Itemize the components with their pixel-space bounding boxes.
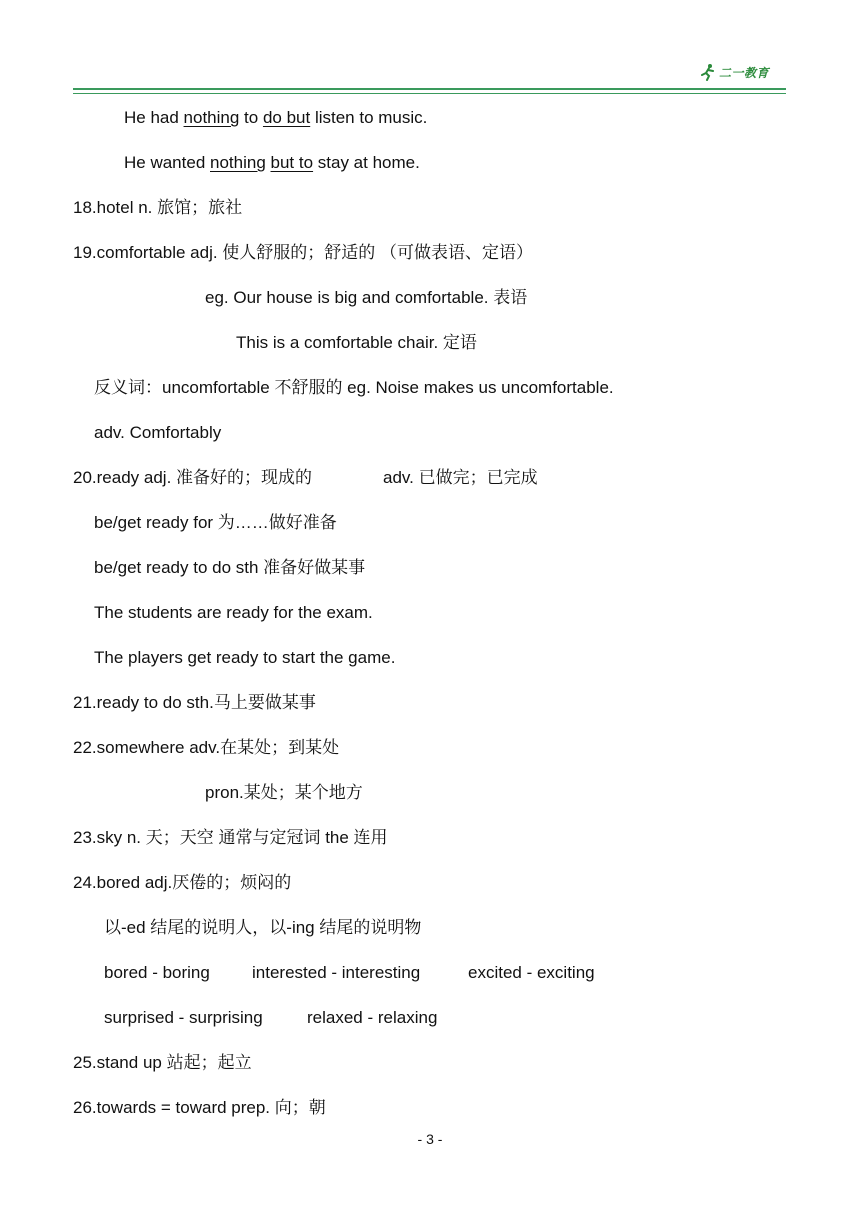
entry-19: 19.comfortable adj. 使人舒服的；舒适的 （可做表语、定语） bbox=[73, 243, 534, 262]
entry-20-example-2: The players get ready to start the game. bbox=[94, 648, 396, 667]
entry-19-example-2: This is a comfortable chair. 定语 bbox=[236, 333, 477, 352]
entry-20-example-1: The students are ready for the exam. bbox=[94, 603, 373, 622]
example-sentence-2: He wanted nothing but to stay at home. bbox=[124, 153, 420, 172]
word-pair-excited: excited - exciting bbox=[468, 963, 595, 982]
entry-18: 18.hotel n. 旅馆；旅社 bbox=[73, 198, 243, 217]
word-pair-interested: interested - interesting bbox=[252, 963, 421, 982]
header-rule bbox=[73, 88, 786, 90]
header-rule-thin bbox=[73, 93, 786, 94]
entry-22: 22.somewhere adv.在某处；到某处 bbox=[73, 738, 340, 757]
entry-20-phrase-1: be/get ready for 为……做好准备 bbox=[94, 513, 337, 532]
logo-text: 二一教育 bbox=[719, 65, 770, 80]
word-pair-relaxed: relaxed - relaxing bbox=[307, 1008, 438, 1027]
entry-24-rule: 以-ed 结尾的说明人，以-ing 结尾的说明物 bbox=[104, 918, 422, 937]
entry-19-example-1: eg. Our house is big and comfortable. 表语 bbox=[205, 288, 528, 307]
word-pair-surprised: surprised - surprising bbox=[104, 1008, 263, 1027]
example-sentence-1: He had nothing to do but listen to music. bbox=[124, 108, 428, 127]
entry-21: 21.ready to do sth.马上要做某事 bbox=[73, 693, 316, 712]
word-pair-bored: bored - boring bbox=[104, 963, 210, 982]
entry-19-adverb: adv. Comfortably bbox=[94, 423, 222, 442]
entry-25: 25.stand up 站起；起立 bbox=[73, 1053, 252, 1072]
entry-19-antonym: 反义词：uncomfortable 不舒服的 eg. Noise makes us uncomfortable. bbox=[94, 378, 614, 397]
entry-22-pron: pron.某处；某个地方 bbox=[205, 783, 363, 802]
header-logo bbox=[699, 62, 769, 82]
entry-24: 24.bored adj.厌倦的；烦闷的 bbox=[73, 873, 292, 892]
entry-26: 26.towards = toward prep. 向；朝 bbox=[73, 1098, 326, 1117]
entry-20: 20.ready adj. 准备好的；现成的 bbox=[73, 468, 313, 487]
running-figure-icon bbox=[699, 63, 717, 81]
entry-23: 23.sky n. 天；天空 通常与定冠词 the 连用 bbox=[73, 828, 388, 847]
entry-20-adverb: adv. 已做完；已完成 bbox=[383, 468, 538, 487]
entry-20-phrase-2: be/get ready to do sth 准备好做某事 bbox=[94, 558, 366, 577]
page-number: - 3 - bbox=[417, 1131, 443, 1147]
